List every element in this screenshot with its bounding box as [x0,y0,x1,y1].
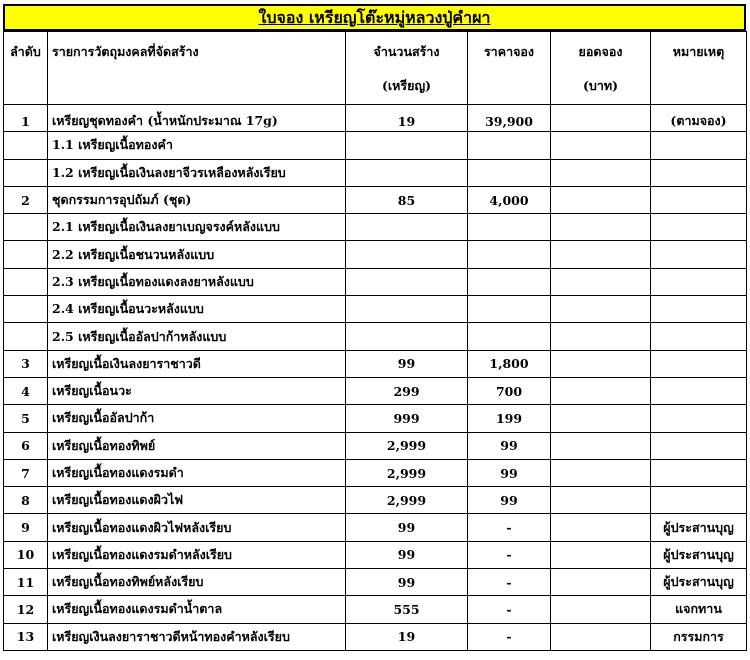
row-number [4,214,48,241]
header-total-line1: ยอดจอง [578,44,623,59]
price-cell: 199 [468,405,551,432]
quantity-cell [346,132,468,159]
quantity-cell: 99 [346,350,468,377]
row-number: 12 [4,596,48,623]
row-number: 11 [4,569,48,596]
note-cell [651,214,747,241]
booking-total-input[interactable] [551,377,651,404]
quantity-cell: 85 [346,186,468,213]
note-cell: ผู้ประสานบุญ [651,569,747,596]
row-number: 5 [4,405,48,432]
booking-total-input[interactable] [551,459,651,486]
quantity-cell: 299 [346,377,468,404]
price-cell: 1,800 [468,350,551,377]
row-number: 9 [4,514,48,541]
header-name: รายการวัตถุมงคลที่จัดสร้าง [48,32,346,105]
note-cell [651,350,747,377]
item-name: เหรียญเนื้อทองแดงผิวไฟ [48,487,346,514]
item-name: เหรียญชุดทองคำ (น้ำหนักประมาณ 17g) [48,105,346,132]
price-cell [468,323,551,350]
table-row [4,186,747,213]
table-row [4,459,747,486]
price-cell: 4,000 [468,186,551,213]
price-cell: - [468,623,551,650]
quantity-cell [346,268,468,295]
table-row [4,541,747,568]
price-cell: 99 [468,459,551,486]
note-cell [651,186,747,213]
note-cell: แจกทาน [651,596,747,623]
header-qty-line1: จำนวนสร้าง [373,44,440,59]
table-row [4,159,747,186]
booking-total-input[interactable] [551,159,651,186]
booking-table [3,31,747,651]
price-cell [468,268,551,295]
price-cell [468,159,551,186]
row-number: 7 [4,459,48,486]
row-number: 8 [4,487,48,514]
note-cell [651,459,747,486]
booking-total-input[interactable] [551,323,651,350]
table-row [4,323,747,350]
item-name: 1.2 เหรียญเนื้อเงินลงยาจีวรเหลืองหลังเรียบ [48,159,346,186]
table-row [4,514,747,541]
table-row [4,487,747,514]
quantity-cell: 99 [346,569,468,596]
booking-total-input[interactable] [551,405,651,432]
row-number [4,268,48,295]
item-name: เหรียญเนื้อเงินลงยาราชาวดี [48,350,346,377]
table-row [4,596,747,623]
quantity-cell [346,296,468,323]
booking-total-input[interactable] [551,623,651,650]
table-row [4,377,747,404]
quantity-cell [346,241,468,268]
sheet-title: ใบจอง เหรียญโต๊ะหมู่หลวงปู่คำผา [3,4,746,31]
note-cell [651,323,747,350]
table-row [4,268,747,295]
note-cell [651,241,747,268]
booking-total-input[interactable] [551,541,651,568]
item-name: เหรียญเนื้อทองทิพย์หลังเรียบ [48,569,346,596]
header-qty-line2: (เหรียญ) [381,78,432,93]
note-cell [651,405,747,432]
price-cell [468,132,551,159]
quantity-cell: 19 [346,105,468,132]
booking-total-input[interactable] [551,105,651,132]
row-number: 3 [4,350,48,377]
note-cell [651,132,747,159]
price-cell [468,296,551,323]
quantity-cell: 2,999 [346,432,468,459]
item-name: เหรียญเนื้อทองแดงผิวไฟหลังเรียบ [48,514,346,541]
price-cell: - [468,569,551,596]
table-row [4,214,747,241]
item-name: เหรียญเนื้อทองแดงรมดำหลังเรียบ [48,541,346,568]
item-name: เหรียญเนื้อทองแดงรมดำ [48,459,346,486]
booking-total-input[interactable] [551,432,651,459]
header-price: ราคาจอง [468,32,551,105]
quantity-cell [346,214,468,241]
booking-total-input[interactable] [551,487,651,514]
quantity-cell: 2,999 [346,459,468,486]
note-cell [651,159,747,186]
quantity-cell [346,159,468,186]
price-cell [468,214,551,241]
price-cell: - [468,541,551,568]
note-cell [651,432,747,459]
quantity-cell: 999 [346,405,468,432]
table-row [4,105,747,132]
price-cell [468,241,551,268]
item-name: 1.1 เหรียญเนื้อทองคำ [48,132,346,159]
item-name: 2.3 เหรียญเนื้อทองแดงลงยาหลังแบบ [48,268,346,295]
price-cell: - [468,514,551,541]
table-row [4,241,747,268]
booking-total-input[interactable] [551,241,651,268]
note-cell: ผู้ประสานบุญ [651,541,747,568]
item-name: เหรียญเงินลงยาราชาวดีหน้าทองคำหลังเรียบ [48,623,346,650]
booking-total-input[interactable] [551,350,651,377]
table-row [4,623,747,650]
price-cell: 39,900 [468,105,551,132]
item-name: เหรียญเนื้อนวะ [48,377,346,404]
item-name: 2.5 เหรียญเนื้ออัลปาก้าหลังแบบ [48,323,346,350]
item-name: เหรียญเนื้ออัลปาก้า [48,405,346,432]
quantity-cell: 99 [346,541,468,568]
note-cell [651,268,747,295]
note-cell: กรรมการ [651,623,747,650]
item-name: 2.2 เหรียญเนื้อชนวนหลังแบบ [48,241,346,268]
row-number [4,159,48,186]
table-row [4,296,747,323]
note-cell [651,377,747,404]
table-row [4,350,747,377]
booking-total-input[interactable] [551,514,651,541]
quantity-cell: 99 [346,514,468,541]
quantity-cell: 555 [346,596,468,623]
header-no: ลำดับ [4,32,48,105]
table-row [4,405,747,432]
booking-total-input[interactable] [551,296,651,323]
booking-total-input[interactable] [551,596,651,623]
quantity-cell: 19 [346,623,468,650]
table-row [4,432,747,459]
row-number [4,132,48,159]
header-total-line2: (บาท) [582,78,619,93]
price-cell: 700 [468,377,551,404]
note-cell: (ตามจอง) [651,105,747,132]
booking-total-input[interactable] [551,186,651,213]
table-row [4,569,747,596]
note-cell: ผู้ประสานบุญ [651,514,747,541]
row-number: 10 [4,541,48,568]
row-number: 6 [4,432,48,459]
note-cell [651,296,747,323]
row-number: 2 [4,186,48,213]
row-number: 4 [4,377,48,404]
row-number [4,241,48,268]
booking-total-input[interactable] [551,214,651,241]
header-row [4,32,747,105]
price-cell: - [468,596,551,623]
header-total [551,32,651,105]
row-number: 1 [4,105,48,132]
price-cell: 99 [468,487,551,514]
item-name: เหรียญเนื้อทองแดงรมดำน้ำตาล [48,596,346,623]
row-number: 13 [4,623,48,650]
quantity-cell [346,323,468,350]
item-name: 2.1 เหรียญเนื้อเงินลงยาเบญจรงค์หลังแบบ [48,214,346,241]
row-number [4,296,48,323]
booking-total-input[interactable] [551,268,651,295]
quantity-cell: 2,999 [346,487,468,514]
item-name: เหรียญเนื้อทองทิพย์ [48,432,346,459]
item-name: 2.4 เหรียญเนื้อนวะหลังแบบ [48,296,346,323]
header-note: หมายเหตุ [651,32,747,105]
item-name: ชุดกรรมการอุปถัมภ์ (ชุด) [48,186,346,213]
table-row [4,132,747,159]
row-number [4,323,48,350]
header-qty [346,32,468,105]
booking-total-input[interactable] [551,132,651,159]
note-cell [651,487,747,514]
price-cell: 99 [468,432,551,459]
booking-total-input[interactable] [551,569,651,596]
